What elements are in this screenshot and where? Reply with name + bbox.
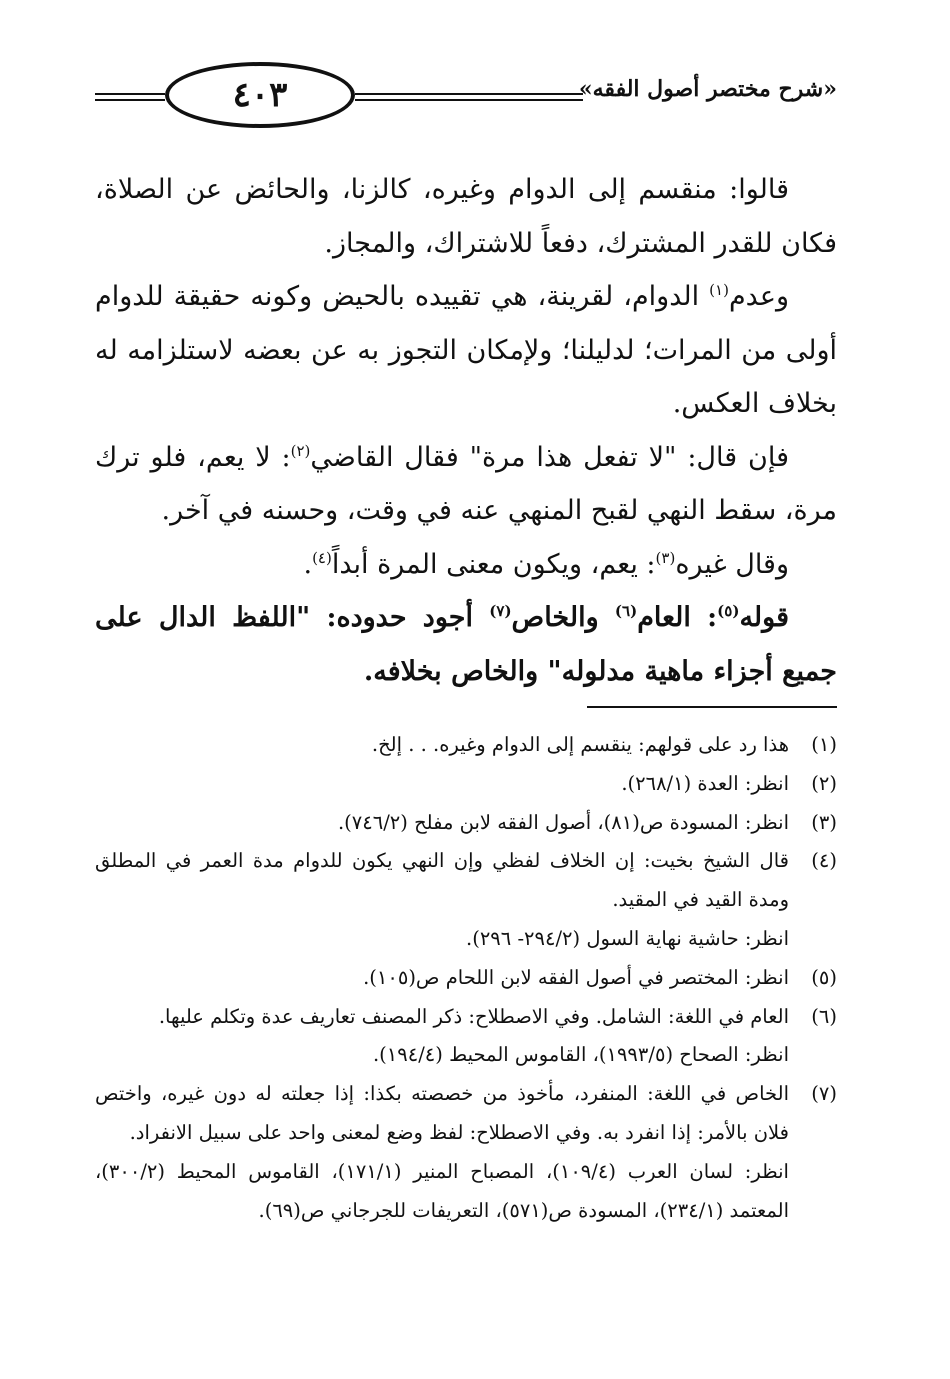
footnote-number: (٥) — [811, 965, 837, 989]
footnote-line: العام في اللغة: الشامل. وفي الاصطلاح: ذكر المصنف تعاريف عدة وتكلم عليها. — [158, 1004, 789, 1028]
footnote-line: قال الشيخ بخيت: إن الخلاف لفظي وإن النهي يكون للدوام مدة العمر في المطلق ومدة القيد في المقيد. — [95, 849, 789, 912]
footnote-body — [95, 804, 789, 843]
footnote-body — [95, 765, 789, 804]
footnote-ref-2: (٢) — [290, 441, 311, 460]
text-span: وعدم — [728, 281, 789, 312]
footnote-ref-3: (٣) — [655, 548, 676, 567]
paragraph-1: قالوا: منقسم إلى الدوام وغيره، كالزنا، والحائض عن الصلاة، فكان للقدر المشترك، دفعاً للاشتراك، والمجاز. — [95, 174, 837, 259]
footnote-number: (٣) — [811, 810, 837, 834]
page-number: ٤٠٣ — [165, 62, 355, 128]
footnote-body — [95, 998, 789, 1076]
text-span: : يعم، ويكون معنى المرة أبداً — [331, 548, 656, 580]
footnote-ref-7: (٧) — [489, 602, 512, 620]
text-span: أجود حدوده: "اللفظ الدال على جميع أجزاء ماهية مدلوله" والخاص بخلافه. — [95, 602, 837, 687]
page-header — [95, 62, 837, 132]
footnote-line: انظر: العدة (٢٦٨/١). — [621, 771, 789, 795]
footnote-7-references: انظر: لسان العرب (١٠٩/٤)، المصباح المنير (١٧١/١)، القاموس المحيط (٣٠٠/٢)، المعتمد (٢٣٤/١)، المسودة ص(٥٧١)، التعريفات للجرجاني ص(٦٩). — [95, 1159, 789, 1222]
footnote-line: انظر: المسودة ص(٨١)، أصول الفقه لابن مفلح (٧٤٦/٢). — [337, 810, 789, 834]
paragraph-3 — [95, 431, 837, 538]
text-span: فإن قال: "لا تفعل هذا مرة" فقال القاضي — [310, 441, 789, 473]
footnote-ref-1: (١) — [709, 281, 729, 299]
text-span: الدوام، لقرينة، هي تقييده بالحيض وكونه حقيقة للدوام أولى من المرات؛ لدليلنا؛ ولإمكان التجوز به عن بعضه لاستلزامه له بخلاف العكس. — [95, 281, 837, 419]
term-general: العام — [637, 602, 691, 633]
footnote-number: (٧) — [811, 1082, 837, 1106]
text-span: قوله — [739, 602, 789, 633]
footnote-3 — [95, 804, 837, 843]
header-rule-left-2 — [95, 99, 165, 101]
text-span: : — [690, 602, 718, 633]
footnote-number: (١) — [811, 733, 837, 756]
text-span: . — [303, 548, 313, 580]
footnote-number: (٢) — [811, 771, 837, 795]
footnote-number: (٤) — [811, 849, 837, 873]
header-rule-left — [95, 93, 165, 95]
header-rule-right-2 — [355, 99, 583, 101]
footnote-2 — [95, 765, 837, 804]
footnote-body — [95, 842, 789, 958]
footnote-ref-4: (٤) — [312, 548, 332, 567]
footnote-divider — [587, 706, 837, 708]
footnote-number: (٦) — [811, 1004, 837, 1028]
paragraph-5 — [95, 591, 837, 698]
footnote-line: انظر: حاشية نهاية السول (٢٩٤/٢- ٢٩٦). — [466, 926, 789, 950]
paragraph-2 — [95, 270, 837, 431]
footnote-body — [95, 959, 789, 998]
text-span: وقال غيره — [675, 548, 789, 580]
footnote-body — [95, 1075, 789, 1153]
paragraph-4 — [95, 538, 837, 592]
main-text — [95, 163, 837, 698]
footnote-line: هذا رد على قولهم: ينقسم إلى الدوام وغيره. . . إلخ. — [371, 733, 789, 756]
footnote-line: انظر: الصحاح (١٩٩٣/٥)، القاموس المحيط (١٩٤/٤). — [372, 1043, 789, 1067]
header-rule-right — [355, 93, 583, 95]
footnote-7 — [95, 1075, 837, 1153]
running-title: «شرح مختصر أصول الفقه» — [578, 76, 837, 102]
footnotes — [95, 726, 837, 1230]
footnote-line: انظر: المختصر في أصول الفقه لابن اللحام ص(١٠٥). — [363, 965, 789, 989]
footnote-ref-5: (٥) — [717, 602, 740, 620]
footnote-4 — [95, 842, 837, 958]
footnote-6 — [95, 998, 837, 1076]
footnote-5 — [95, 959, 837, 998]
term-specific: والخاص — [511, 602, 615, 633]
text-span: : لا يعم، فلو ترك مرة، سقط النهي لقبح المنهي عنه في وقت، وحسنه في آخر. — [95, 441, 837, 526]
footnote-ref-6: (٦) — [614, 602, 638, 620]
footnote-1 — [95, 726, 837, 765]
footnote-body — [95, 726, 789, 765]
footnote-line: الخاص في اللغة: المنفرد، مأخوذ من خصصته بكذا: إذا جعلته له دون غيره، واختص فلان بالأمر: إذا انفرد به. وفي الاصطلاح: لفظ وضع لمعنى واحد على سبيل الانفراد. — [95, 1082, 789, 1144]
